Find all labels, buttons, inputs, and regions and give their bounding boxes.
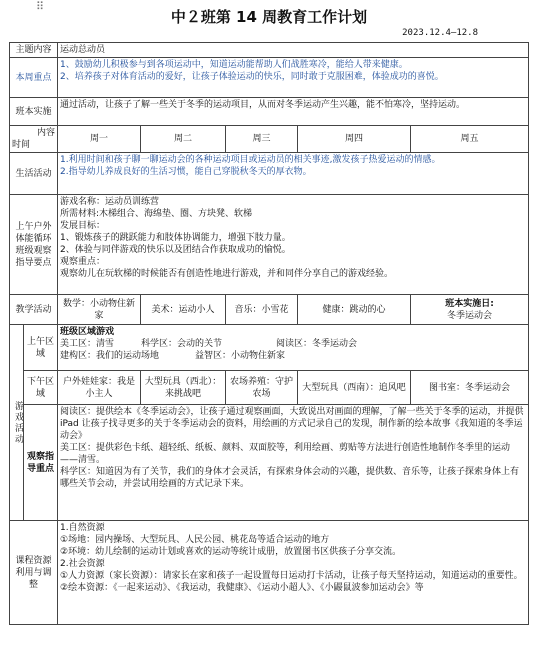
pm-area-cell: 图书室：冬季运动会 xyxy=(411,371,529,405)
diagonal-header xyxy=(10,126,58,153)
resources-line: 1.自然资源 xyxy=(60,523,105,533)
teaching-item: 美术：运动小人 xyxy=(141,295,226,325)
am-area-label: 上午区域 xyxy=(24,325,58,371)
day-header: 周三 xyxy=(226,126,298,153)
am-area-content xyxy=(58,325,529,371)
theme-value: 运动总动员 xyxy=(58,43,529,58)
day-header: 周四 xyxy=(298,126,411,153)
outdoor-line: 游戏名称：运动员训练营 xyxy=(60,197,160,207)
outdoor-line: 发展目标： xyxy=(60,221,106,231)
day-header: 周二 xyxy=(141,126,226,153)
plan-table xyxy=(9,42,529,625)
pm-area-cell: 户外娃娃家：我是小主人 xyxy=(58,371,141,405)
observation-line: 科学区：知道因为有了关节，我们的身体才会灵活，有探索身体会动的兴趣，提供数、音乐等，让孩子探索身体上有哪些关节会动，并尝试用绘画的方式记录下来。 xyxy=(60,467,520,489)
resources-line: 2.社会资源 xyxy=(60,559,105,569)
drag-handle-icon[interactable]: ⠿ xyxy=(36,0,46,13)
focus-label: 本周重点 xyxy=(10,58,58,98)
outdoor-line: 2、体验与同伴游戏的快乐以及团结合作获取成功的愉悦。 xyxy=(60,245,291,255)
pm-area-label: 下午区域 xyxy=(24,371,58,405)
resources-line: ②环境：幼儿绘制的运动计划或喜欢的运动等统计成册，放置图书区供孩子分享交流。 xyxy=(60,547,402,557)
outdoor-line: 观察幼儿在玩软梯的时候能否有创造性地进行游戏，并和同伴分享自己的游戏经验。 xyxy=(60,269,394,279)
outdoor-line: 所需材料:木梯组合、海绵垫、圈、方块凳、软梯 xyxy=(60,209,253,219)
resources-label: 课程资源利用与调整 xyxy=(10,521,58,625)
teaching-label: 教学活动 xyxy=(10,295,58,325)
class-day-value: 冬季运动会 xyxy=(447,310,493,321)
outdoor-label: 上午户外体能循环班级观察指导要点 xyxy=(10,195,58,295)
life-line: 2.指导幼儿养成良好的生活习惯，能自己穿脱秋冬天的厚衣物。 xyxy=(60,167,312,177)
pm-area-cell: 大型玩具（西北）：来挑战吧 xyxy=(141,371,226,405)
class-day-cell xyxy=(411,295,529,325)
focus-line: 1、鼓励幼儿积极参与到各项运动中，知道运动能帮助人们战胜寒冷，能给人带来健康。 xyxy=(60,60,408,70)
am-area-line: 美工区：清雪 科学区：会动的关节 阅读区：冬季运动会 xyxy=(60,339,358,349)
game-label-cell xyxy=(10,325,24,521)
page-title: 中２班第 14 周教育工作计划 xyxy=(170,8,368,26)
class-day-title: 班本实施日: xyxy=(445,298,494,309)
observation-line: 美工区：提供彩色卡纸、超轻纸、纸板、颜料、双面胶等，利用绘画、剪贴等方法进行创造性地制作冬季里的运动——清雪。 xyxy=(60,443,511,465)
resources-content xyxy=(58,521,529,625)
theme-label: 主题内容 xyxy=(10,43,58,58)
class-impl-value: 通过活动，让孩子了解一些关于冬季的运动项目，从而对冬季运动产生兴趣，能不怕寒冷，坚持运动。 xyxy=(58,98,529,126)
life-line: 1.利用时间和孩子聊一聊运动会的各种运动项目或运动员的相关事迹,激发孩子热爱运动的情感。 xyxy=(60,155,441,165)
pm-area-cell: 农场养殖：守护农场 xyxy=(226,371,298,405)
life-label: 生活活动 xyxy=(10,153,58,195)
date-range: 2023.12.4—12.8 xyxy=(402,28,478,38)
focus-content xyxy=(58,58,529,98)
resources-line: ②绘本资源：《一起来运动》、《我运动，我健康》、《运动小超人》、《小鼹鼠波参加运动会》等 xyxy=(60,583,424,593)
teaching-item: 数学：小动物住新家 xyxy=(58,295,141,325)
focus-line: 2、培养孩子对体育活动的爱好，让孩子体验运动的快乐，同时敢于克服困难，体验成功的喜悦。 xyxy=(60,72,444,82)
class-impl-label: 班本实施 xyxy=(10,98,58,126)
pm-area-cell: 大型玩具（西南）：追风吧 xyxy=(298,371,411,405)
observation-line: 阅读区：提供绘本《冬季运动会》，让孩子通过观察画面，大致说出对画面的理解，了解一些关于冬季的运动，并提供 iPad 让孩子找寻更多的关于冬季运动会的资料，用绘画的方式记录自己的发现，制作新的绘本故事《我知道的冬季运动会》 xyxy=(60,407,524,441)
am-area-line: 建构区：我们的运动场地 益智区：小动物住新家 xyxy=(60,351,286,361)
content-label: 内容 xyxy=(37,128,56,138)
observation-content xyxy=(58,405,529,521)
outdoor-content xyxy=(58,195,529,295)
observation-label: 观察指导重点 xyxy=(24,405,58,521)
life-content xyxy=(58,153,529,195)
outdoor-line: 1、锻炼孩子的跳跃能力和肢体协调能力，增强下肢力量。 xyxy=(60,233,291,243)
resources-line: ①场地：园内操场、大型玩具、人民公园、桃花岛等适合运动的地方 xyxy=(60,535,330,545)
teaching-item: 音乐：小雪花 xyxy=(226,295,298,325)
time-label: 时间 xyxy=(12,140,31,150)
game-label: 游戏活动 xyxy=(13,400,23,445)
day-header: 周一 xyxy=(58,126,141,153)
resources-line: ①人力资源（家长资源）：请家长在家和孩子一起设置每日运动打卡活动，让孩子每天坚持运动，知道运动的重要性。 xyxy=(60,571,523,581)
teaching-item: 健康：跳动的心 xyxy=(298,295,411,325)
am-area-title: 班级区域游戏 xyxy=(60,327,115,337)
outdoor-line: 观察重点： xyxy=(60,257,106,267)
day-header: 周五 xyxy=(411,126,529,153)
